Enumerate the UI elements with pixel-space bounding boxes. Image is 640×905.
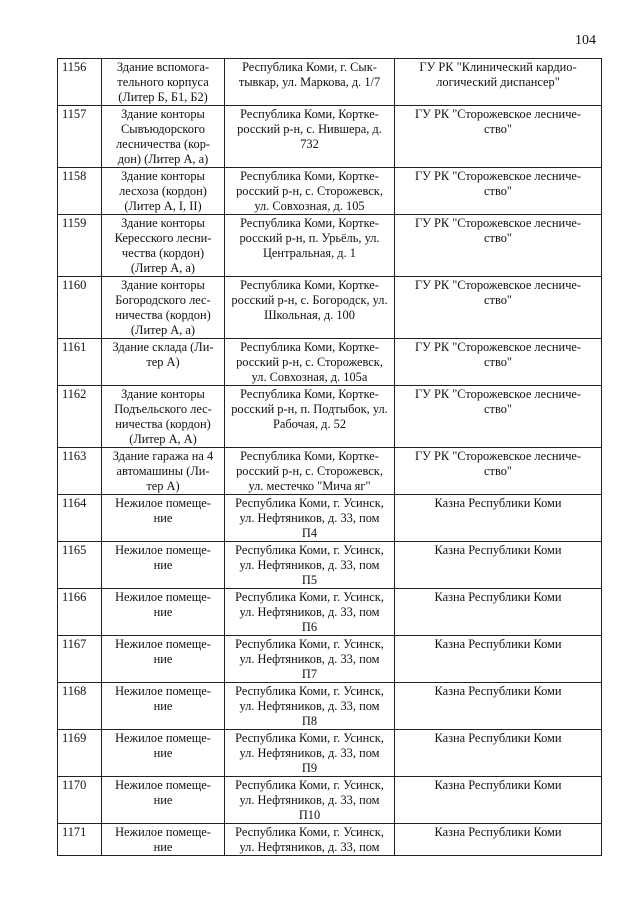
owner-line: ГУ РК "Клинический кардио- xyxy=(419,60,577,74)
address-line: росский р-н, с. Сторожевск, xyxy=(236,355,383,369)
address-line: ул. Нефтяников, д. 33, пом xyxy=(239,605,380,619)
address-line: П6 xyxy=(301,620,318,634)
address-cell xyxy=(225,730,395,777)
address-line: росский р-н, с. Богородск, ул. xyxy=(231,293,388,307)
owner-line: ГУ РК "Сторожевское лесниче- xyxy=(414,169,582,183)
object-name-cell xyxy=(102,589,225,636)
owner-line: ство" xyxy=(484,402,512,416)
object-name-line: тер А) xyxy=(146,355,180,369)
address-cell xyxy=(225,683,395,730)
object-name-cell xyxy=(102,730,225,777)
object-name-line: Здание конторы xyxy=(121,169,205,183)
address-line: Школьная, д. 100 xyxy=(264,308,355,322)
address-line: ул. Нефтяников, д. 33, пом xyxy=(239,558,380,572)
address-line: росский р-н, с. Нившера, д. xyxy=(237,122,382,136)
row-number: 1157 xyxy=(58,106,102,168)
address-line: Республика Коми, г. Усинск, xyxy=(235,543,384,557)
owner-cell xyxy=(395,168,602,215)
object-name-cell xyxy=(102,495,225,542)
address-cell xyxy=(225,386,395,448)
row-number: 1170 xyxy=(58,777,102,824)
row-number: 1167 xyxy=(58,636,102,683)
owner-cell xyxy=(395,215,602,277)
object-name-line: Нежилое помеще- xyxy=(115,825,211,839)
address-line: П8 xyxy=(301,714,318,728)
owner-cell xyxy=(395,59,602,106)
object-name-line: ние xyxy=(153,699,173,713)
object-name-line: (Литер А, I, II) xyxy=(124,199,202,213)
owner-cell xyxy=(395,636,602,683)
object-name-line: Кересского лесни- xyxy=(114,231,212,245)
object-name-line: (Литер Б, Б1, Б2) xyxy=(118,90,208,104)
object-name-cell xyxy=(102,215,225,277)
owner-line: ство" xyxy=(484,184,512,198)
object-name-line: (Литер А, А) xyxy=(129,432,197,446)
object-name-line: Здание конторы xyxy=(121,107,205,121)
address-line: ул. местечко "Мича яг" xyxy=(248,479,371,493)
owner-cell xyxy=(395,106,602,168)
owner-cell xyxy=(395,589,602,636)
owner-line: ство" xyxy=(484,231,512,245)
owner-cell xyxy=(395,730,602,777)
address-line: ул. Совхозная, д. 105а xyxy=(251,370,368,384)
address-cell xyxy=(225,168,395,215)
owner-line: ство" xyxy=(484,355,512,369)
owner-line: ство" xyxy=(484,122,512,136)
row-number: 1162 xyxy=(58,386,102,448)
address-line: ул. Нефтяников, д. 33, пом xyxy=(239,511,380,525)
object-name-line: Подъельского лес- xyxy=(114,402,212,416)
owner-line: ГУ РК "Сторожевское лесниче- xyxy=(414,107,582,121)
address-line: Республика Коми, Кортке- xyxy=(240,449,379,463)
owner-line: ГУ РК "Сторожевское лесниче- xyxy=(414,278,582,292)
address-line: ул. Нефтяников, д. 33, пом xyxy=(239,652,380,666)
address-line: П10 xyxy=(298,808,321,822)
object-name-cell xyxy=(102,59,225,106)
row-number: 1169 xyxy=(58,730,102,777)
object-name-line: ничества (кордон) xyxy=(115,417,211,431)
owner-line: Казна Республики Коми xyxy=(434,543,562,557)
owner-cell xyxy=(395,448,602,495)
address-cell xyxy=(225,59,395,106)
object-name-line: Здание вспомога- xyxy=(116,60,210,74)
object-name-line: Сывъюдорского xyxy=(121,122,205,136)
owner-line: Казна Республики Коми xyxy=(434,731,562,745)
address-cell xyxy=(225,495,395,542)
address-cell xyxy=(225,777,395,824)
table-row xyxy=(58,277,602,339)
address-line: росский р-н, с. Сторожевск, xyxy=(236,184,383,198)
object-name-line: Нежилое помеще- xyxy=(115,778,211,792)
object-name-cell xyxy=(102,448,225,495)
table-row xyxy=(58,777,602,824)
address-line: ул. Нефтяников, д. 33, пом xyxy=(239,746,380,760)
object-name-line: лесхоза (кордон) xyxy=(119,184,207,198)
owner-line: Казна Республики Коми xyxy=(434,684,562,698)
object-name-line: ние xyxy=(153,746,173,760)
address-line: ул. Нефтяников, д. 33, пом xyxy=(239,699,380,713)
address-line: Республика Коми, г. Усинск, xyxy=(235,590,384,604)
owner-cell xyxy=(395,777,602,824)
row-number: 1166 xyxy=(58,589,102,636)
address-line: ул. Совхозная, д. 105 xyxy=(254,199,365,213)
row-number: 1159 xyxy=(58,215,102,277)
address-line: Республика Коми, Кортке- xyxy=(240,387,379,401)
owner-line: ГУ РК "Сторожевское лесниче- xyxy=(414,340,582,354)
address-line: Республика Коми, Кортке- xyxy=(240,278,379,292)
owner-line: ство" xyxy=(484,293,512,307)
object-name-cell xyxy=(102,386,225,448)
row-number: 1163 xyxy=(58,448,102,495)
object-name-line: Нежилое помеще- xyxy=(115,684,211,698)
object-name-line: ничества (кордон) xyxy=(115,308,211,322)
address-line: Рабочая, д. 52 xyxy=(272,417,347,431)
table-row xyxy=(58,824,602,856)
address-line: Республика Коми, г. Усинск, xyxy=(235,825,384,839)
address-line: Республика Коми, Кортке- xyxy=(240,340,379,354)
row-number: 1165 xyxy=(58,542,102,589)
object-name-cell xyxy=(102,339,225,386)
object-name-line: Нежилое помеще- xyxy=(115,496,211,510)
object-name-cell xyxy=(102,824,225,856)
object-name-cell xyxy=(102,636,225,683)
table-row xyxy=(58,168,602,215)
owner-line: ство" xyxy=(484,464,512,478)
address-line: ул. Нефтяников, д. 33, пом xyxy=(239,793,380,807)
object-name-cell xyxy=(102,777,225,824)
address-line: тывкар, ул. Маркова, д. 1/7 xyxy=(238,75,381,89)
table-row xyxy=(58,495,602,542)
row-number: 1160 xyxy=(58,277,102,339)
table-row xyxy=(58,339,602,386)
table-row xyxy=(58,730,602,777)
address-line: Республика Коми, г. Усинск, xyxy=(235,496,384,510)
object-name-line: ние xyxy=(153,840,173,854)
object-name-line: Богородского лес- xyxy=(115,293,211,307)
address-line: П4 xyxy=(301,526,318,540)
object-name-cell xyxy=(102,542,225,589)
object-name-line: ние xyxy=(153,558,173,572)
owner-line: логический диспансер" xyxy=(436,75,560,89)
object-name-line: лесничества (кор- xyxy=(115,137,211,151)
owner-cell xyxy=(395,824,602,856)
address-line: П9 xyxy=(301,761,318,775)
owner-line: Казна Республики Коми xyxy=(434,496,562,510)
address-line: П7 xyxy=(301,667,318,681)
object-name-line: тер А) xyxy=(146,479,180,493)
address-line: Центральная, д. 1 xyxy=(262,246,356,260)
address-line: Республика Коми, г. Усинск, xyxy=(235,778,384,792)
address-line: Республика Коми, г. Усинск, xyxy=(235,637,384,651)
table-row xyxy=(58,106,602,168)
object-name-line: Здание склада (Ли- xyxy=(112,340,214,354)
row-number: 1158 xyxy=(58,168,102,215)
address-cell xyxy=(225,542,395,589)
address-line: 732 xyxy=(300,137,319,151)
owner-cell xyxy=(395,339,602,386)
owner-line: ГУ РК "Сторожевское лесниче- xyxy=(414,449,582,463)
object-name-line: тельного корпуса xyxy=(117,75,209,89)
table-row xyxy=(58,589,602,636)
row-number: 1161 xyxy=(58,339,102,386)
object-name-line: Здание конторы xyxy=(121,216,205,230)
row-number: 1168 xyxy=(58,683,102,730)
address-line: Республика Коми, Кортке- xyxy=(240,169,379,183)
address-line: П5 xyxy=(301,573,318,587)
owner-cell xyxy=(395,683,602,730)
table-row xyxy=(58,542,602,589)
address-cell xyxy=(225,448,395,495)
property-register-table xyxy=(57,58,602,856)
object-name-line: дон) (Литер А, а) xyxy=(117,152,209,166)
owner-cell xyxy=(395,495,602,542)
object-name-line: автомашины (Ли- xyxy=(116,464,210,478)
table-row xyxy=(58,636,602,683)
owner-line: ГУ РК "Сторожевское лесниче- xyxy=(414,387,582,401)
object-name-line: ние xyxy=(153,511,173,525)
table-body xyxy=(58,59,602,856)
table-row xyxy=(58,59,602,106)
table-row xyxy=(58,386,602,448)
owner-line: Казна Республики Коми xyxy=(434,778,562,792)
row-number: 1164 xyxy=(58,495,102,542)
address-cell xyxy=(225,215,395,277)
object-name-cell xyxy=(102,168,225,215)
object-name-line: (Литер А, а) xyxy=(130,261,196,275)
address-line: Республика Коми, г. Усинск, xyxy=(235,731,384,745)
object-name-line: (Литер А, а) xyxy=(130,323,196,337)
address-cell xyxy=(225,636,395,683)
address-line: Республика Коми, Кортке- xyxy=(240,107,379,121)
address-cell xyxy=(225,106,395,168)
object-name-line: Нежилое помеще- xyxy=(115,590,211,604)
object-name-line: ние xyxy=(153,793,173,807)
address-cell xyxy=(225,589,395,636)
address-line: росский р-н, п. Подтыбок, ул. xyxy=(231,402,388,416)
object-name-line: Здание гаража на 4 xyxy=(112,449,214,463)
owner-line: Казна Республики Коми xyxy=(434,825,562,839)
object-name-line: Нежилое помеще- xyxy=(115,637,211,651)
object-name-cell xyxy=(102,683,225,730)
table-row xyxy=(58,215,602,277)
object-name-line: чества (кордон) xyxy=(121,246,205,260)
address-cell xyxy=(225,824,395,856)
page-number: 104 xyxy=(575,33,596,48)
address-cell xyxy=(225,277,395,339)
object-name-line: Нежилое помеще- xyxy=(115,543,211,557)
object-name-line: Здание конторы xyxy=(121,278,205,292)
object-name-line: ние xyxy=(153,652,173,666)
row-number: 1171 xyxy=(58,824,102,856)
row-number: 1156 xyxy=(58,59,102,106)
owner-cell xyxy=(395,386,602,448)
owner-line: Казна Республики Коми xyxy=(434,590,562,604)
address-line: Республика Коми, г. Усинск, xyxy=(235,684,384,698)
owner-line: Казна Республики Коми xyxy=(434,637,562,651)
table-row xyxy=(58,448,602,495)
object-name-cell xyxy=(102,277,225,339)
object-name-cell xyxy=(102,106,225,168)
object-name-line: Нежилое помеще- xyxy=(115,731,211,745)
table-row xyxy=(58,683,602,730)
address-line: росский р-н, п. Урьёль, ул. xyxy=(239,231,380,245)
address-line: ул. Нефтяников, д. 33, пом xyxy=(239,840,380,854)
owner-cell xyxy=(395,277,602,339)
address-cell xyxy=(225,339,395,386)
address-line: Республика Коми, г. Сык- xyxy=(242,60,377,74)
object-name-line: ние xyxy=(153,605,173,619)
owner-cell xyxy=(395,542,602,589)
owner-line: ГУ РК "Сторожевское лесниче- xyxy=(414,216,582,230)
object-name-line: Здание конторы xyxy=(121,387,205,401)
address-line: Республика Коми, Кортке- xyxy=(240,216,379,230)
address-line: росский р-н, с. Сторожевск, xyxy=(236,464,383,478)
